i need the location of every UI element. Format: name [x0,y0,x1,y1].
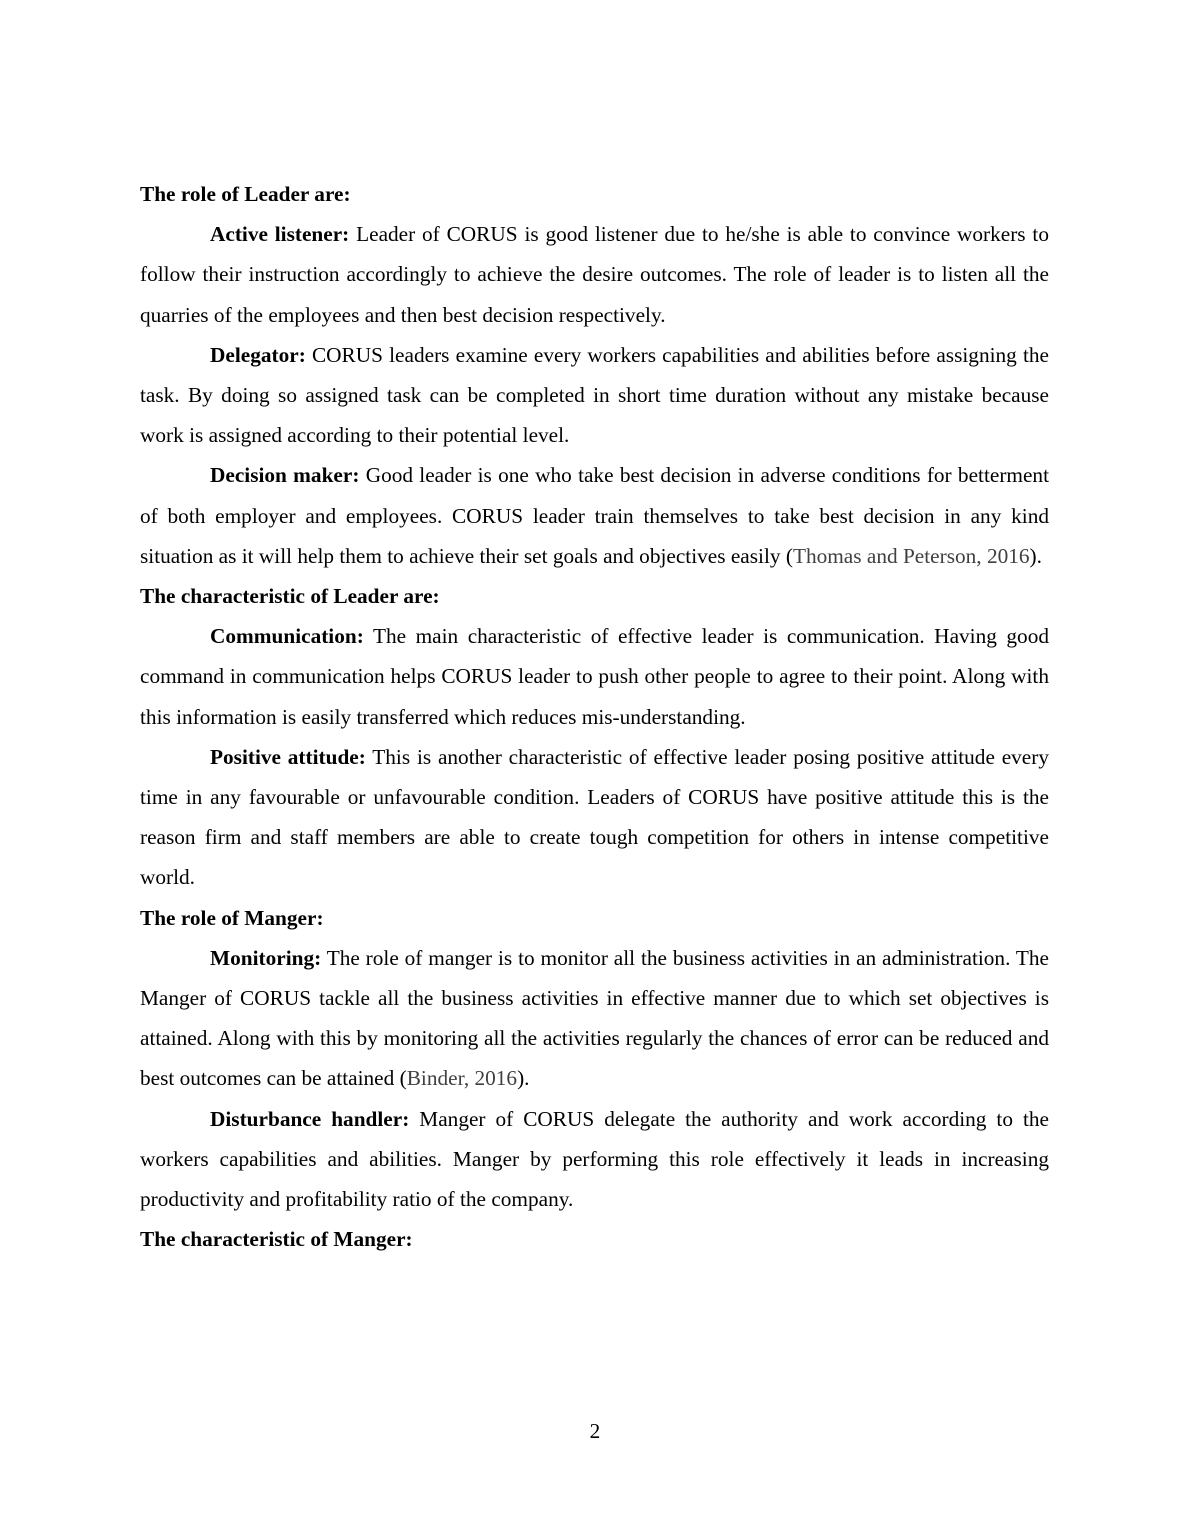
heading-characteristic-of-manager: The characteristic of Manger: [140,1227,413,1252]
term-monitoring: Monitoring: [210,945,322,970]
text-communication: The main characteristic of effective leader is communication. Having good command in communication helps CORUS leader to push other people to agree to their point. Along with this information is easily transferred which reduces mis-understanding. [140,624,1049,729]
paragraph-decision-maker [140,455,1049,576]
term-communication: Communication: [210,624,364,649]
text-decision-maker: Good leader is one who take best decision in adverse conditions for betterment of both employer and employees. CORUS leader train themselves to take best decision in any kind situation as it will help them to achieve their set goals and objectives easily ( [140,463,1049,568]
paragraph-delegator [140,335,1049,456]
text-disturbance-handler: Manger of CORUS delegate the authority and work according to the workers capabilities and abilities. Manger by performing this role effectively it leads in increasing productivity and profitability ratio of the company. [140,1106,1049,1212]
term-decision-maker: Decision maker: [210,463,360,488]
paragraph-communication [140,616,1049,737]
heading-role-of-manager: The role of Manger: [140,905,324,930]
text-delegator: CORUS leaders examine every workers capabilities and abilities before assigning the task. By doing so assigned task can be completed in short time duration without any mistake because work is assigned according to their potential level. [140,342,1049,448]
page-number: 2 [589,1419,601,1443]
paragraph-monitoring [140,938,1049,1099]
citation-binder: Binder, 2016 [406,1066,518,1091]
heading-characteristic-of-leader: The characteristic of Leader are: [140,584,440,609]
citation-thomas-peterson: Thomas and Peterson, 2016 [792,543,1030,568]
page-body [140,174,1049,1259]
text-monitoring: The role of manger is to monitor all the business activities in an administration. The Manger of CORUS tackle all the business activities in effective manner due to which set objectives is attained. Along with this by monitoring all the activities regularly the chances of error can be reduced and best outcomes can be attained ( [140,945,1049,1091]
heading-role-of-leader: The role of Leader are: [140,182,351,206]
paragraph-positive-attitude [140,737,1049,898]
text-decision-maker-end: ). [1029,543,1042,568]
paragraph-disturbance-handler [140,1099,1049,1220]
term-delegator: Delegator: [210,342,306,367]
term-disturbance-handler: Disturbance handler: [210,1106,410,1131]
text-positive-attitude: This is another characteristic of effective leader posing positive attitude every time in any favourable or unfavourable condition. Leaders of CORUS have positive attitude this is the reason firm and staff members are able to create tough competition for others in intense competitive world. [140,744,1050,890]
paragraph-active-listener [140,214,1049,335]
term-positive-attitude: Positive attitude: [210,744,366,769]
term-active-listener: Active listener: [210,222,350,247]
text-active-listener: Leader of CORUS is good listener due to he/she is able to convince workers to follow their instruction accordingly to achieve the desire outcomes. The role of leader is to listen all the quarries of the employees and then best decision respectively. [140,222,1049,327]
text-monitoring-end: ). [517,1066,530,1091]
